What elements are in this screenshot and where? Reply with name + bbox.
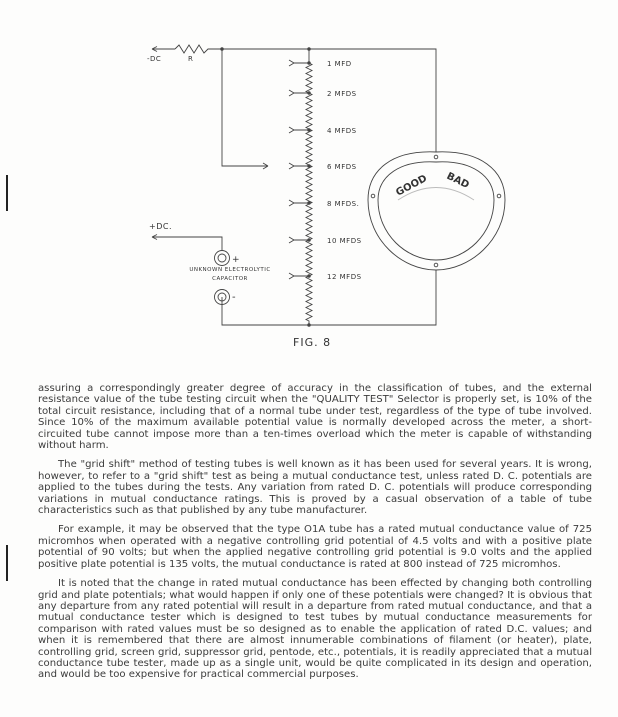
tap-junction — [308, 62, 311, 65]
tap-junction — [308, 275, 311, 278]
quality-meter — [368, 152, 505, 270]
tap-contact — [289, 90, 309, 96]
neg-dc-lead — [152, 45, 223, 53]
meter-bad-label: BAD — [444, 170, 471, 192]
pos-dc-label: +DC. — [149, 222, 172, 231]
neg-dc-label: -DC — [147, 55, 162, 63]
paragraph: The "grid shift" method of testing tubes is well known as it has been used for several years. It is wrong, however, to refer to a "grid shift" test as being a mutual conductance test, unless rated D. C. potentials are applied to the tubes during the tests. Any variation from rated D. C. potentials will produce corresponding variations in mutual conductance ratings. This is proved by a casual observation of a table of tube characteristics such as that published by any tube manufacturer. — [38, 459, 592, 517]
tap-label: 4 MFDS — [327, 127, 357, 135]
pos-dc-lead — [152, 235, 222, 251]
tap-junction — [308, 239, 311, 242]
body-text — [38, 383, 592, 689]
tap-label: 6 MFDS — [327, 163, 357, 171]
scan-margin-mark — [6, 545, 8, 581]
tap-contact — [289, 60, 309, 66]
capacitor-label: CAPACITOR — [212, 276, 248, 282]
tap-contact — [289, 273, 309, 279]
plus-sign: + — [232, 255, 241, 265]
paragraph: For example, it may be observed that the type O1A tube has a rated mutual conductance value of 725 micromhos when operated with a negative controlling grid potential of 4.5 volts and with a positive plate potential of 90 volts; but when the applied negative controlling grid potential is 9.0 volts and the applied positive plate potential is 135 volts, the mutual conductance is rated at 800 instead of 725 micromhos. — [38, 524, 592, 570]
tap-label: 2 MFDS — [327, 90, 357, 98]
tap-resistor-ladder — [306, 49, 312, 325]
selector-arrow — [222, 49, 268, 169]
paragraph: It is noted that the change in rated mutual conductance has been effected by changing both controlling grid and plate potentials; what would happen if only one of these potentials were changed? It is obvious that any departure from any rated potential will result in a departure from rated mutual conductance, and that a mutual conductance tester which is designed to test tubes by mutual conductance measurements for comparison with rated values must be so designed as to enable the application of rated D.C. values; and when it is remembered that there are almost innumerable combinations of filament (or heater), plate, controlling grid, screen grid, suppressor grid, pentode, etc., potentials, it is readily appreciated that a mutual conductance tube tester, made up as a single unit, would be quite complicated in its design and operation, and would be too expensive for practical commercial purposes. — [38, 578, 592, 681]
tap-label: 1 MFD — [327, 60, 352, 68]
meter-good-label: GOOD — [394, 173, 430, 199]
paragraph: assuring a correspondingly greater degree of accuracy in the classification of tubes, and the external resistance value of the tube testing circuit when the "QUALITY TEST" Selector is properly set, is 10% of the total circuit resistance, including that of a normal tube under test, regardless of the type of tube involved. Since 10% of the maximum available potential value is normally developed across the meter, a short-circuited tube cannot impose more than a ten-times overload which the meter is capable of withstanding without harm. — [38, 383, 592, 452]
tap-label: 10 MFDS — [327, 237, 362, 245]
capacitor-label: UNKNOWN ELECTROLYTIC — [189, 267, 271, 273]
resistor-r — [175, 45, 222, 53]
tap-junction — [308, 202, 311, 205]
figure-caption: FIG. 8 — [293, 336, 332, 349]
capacitor-terminal-positive — [215, 251, 230, 266]
minus-sign: - — [232, 292, 237, 303]
tap-junction — [308, 92, 311, 95]
resistor-label: R — [188, 55, 194, 63]
tap-label: 8 MFDS. — [327, 200, 360, 208]
tap-junction — [308, 165, 311, 168]
tap-junction — [308, 129, 311, 132]
tap-contact — [289, 237, 309, 243]
tap-label: 12 MFDS — [327, 273, 362, 281]
